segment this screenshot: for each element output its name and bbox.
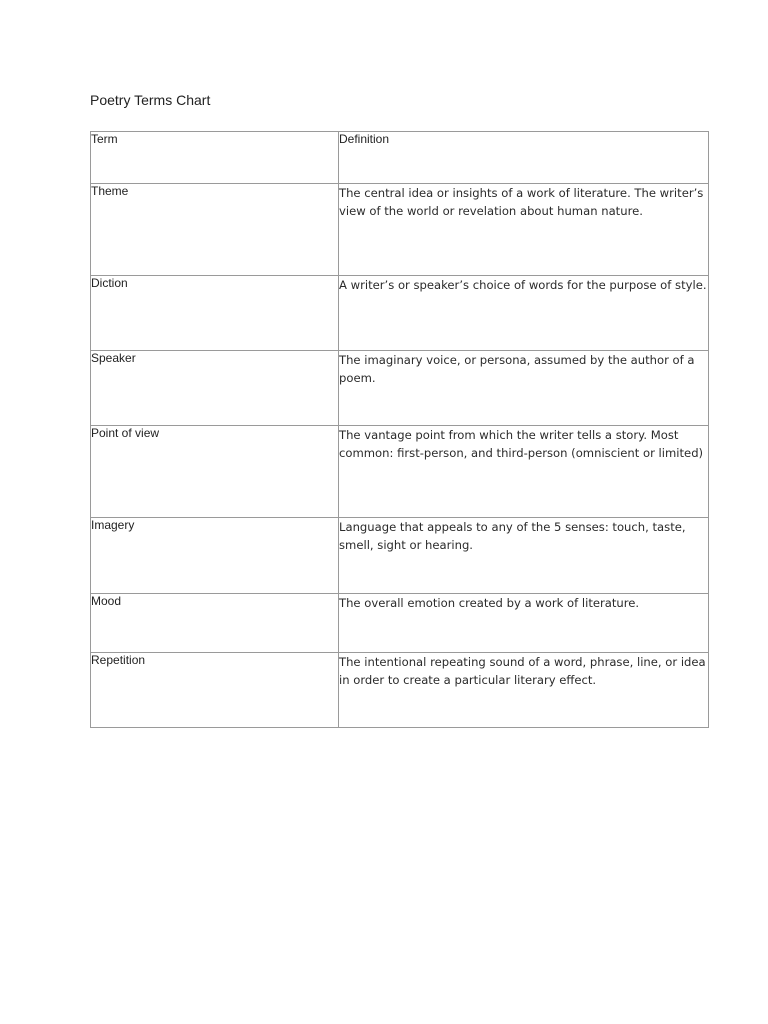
definition-cell: The central idea or insights of a work of literature. The writer’s view of the world or revelation about human nature. bbox=[339, 184, 709, 276]
term-cell: Diction bbox=[91, 276, 339, 351]
term-cell: Imagery bbox=[91, 518, 339, 594]
header-term: Term bbox=[91, 132, 339, 184]
term-cell: Point of view bbox=[91, 426, 339, 518]
definition-cell: The intentional repeating sound of a word, phrase, line, or idea in order to create a particular literary effect. bbox=[339, 653, 709, 728]
definition-cell: A writer’s or speaker’s choice of words for the purpose of style. bbox=[339, 276, 709, 351]
term-cell: Theme bbox=[91, 184, 339, 276]
table-row bbox=[91, 518, 709, 594]
definition-cell: The vantage point from which the writer tells a story. Most common: first-person, and third-person (omniscient or limited) bbox=[339, 426, 709, 518]
table-row bbox=[91, 594, 709, 653]
definition-cell: Language that appeals to any of the 5 senses: touch, taste, smell, sight or hearing. bbox=[339, 518, 709, 594]
table-row bbox=[91, 276, 709, 351]
table-row bbox=[91, 184, 709, 276]
table-row bbox=[91, 653, 709, 728]
term-cell: Speaker bbox=[91, 351, 339, 426]
header-definition: Definition bbox=[339, 132, 709, 184]
document-title: Poetry Terms Chart bbox=[90, 92, 211, 108]
definition-cell: The imaginary voice, or persona, assumed by the author of a poem. bbox=[339, 351, 709, 426]
term-cell: Repetition bbox=[91, 653, 339, 728]
definition-cell: The overall emotion created by a work of literature. bbox=[339, 594, 709, 653]
poetry-terms-table bbox=[90, 131, 709, 728]
table-header-row bbox=[91, 132, 709, 184]
table-row bbox=[91, 351, 709, 426]
term-cell: Mood bbox=[91, 594, 339, 653]
table-row bbox=[91, 426, 709, 518]
